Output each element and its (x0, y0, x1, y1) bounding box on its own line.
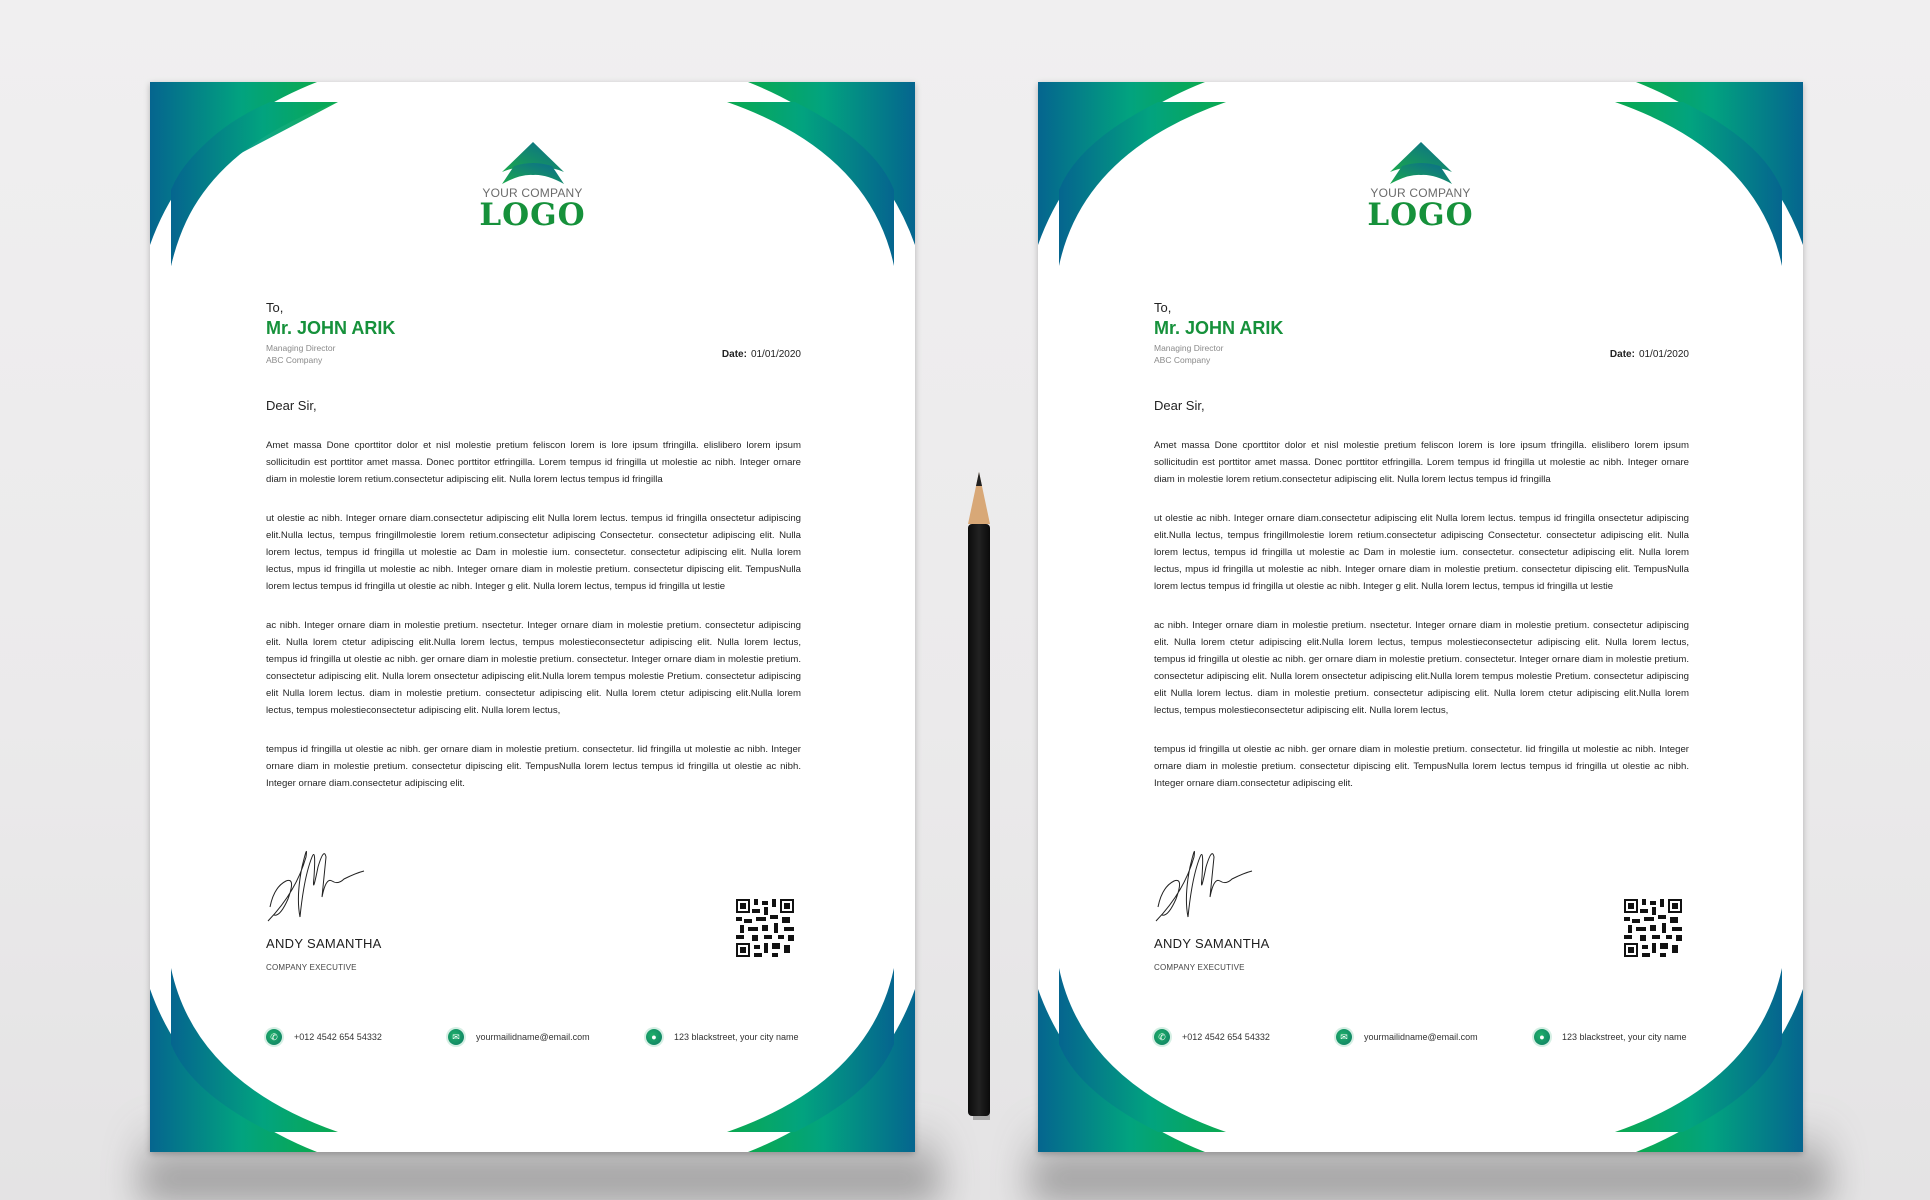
phone-icon: ✆ (1154, 1029, 1170, 1045)
letterhead-sheet-1 (150, 82, 915, 1152)
recipient-name: Mr. JOHN ARIK (266, 318, 396, 338)
body-paragraph: ac nibh. Integer ornare diam in molestie pretium. nsectetur. Integer ornare diam in molestie pretium. consectetur adipiscing elit. Nulla lorem ctetur adipiscing elit.Nulla lorem lectus, tempus molestieconsectetur adipiscing elit. Nulla lorem lectus, tempus id fringilla ut olestie ac nibh. ger ornare diam in molestie pretium. consectetur. Integer ornare diam in molestie pretium. consectetur adipiscing elit. Nulla lorem onsectetur adipiscing elit.Nulla lorem tempus molestie Pretium. consectetur adipiscing elit Nulla lorem lectus. diam in molestie pretium. consectetur adipiscing elit. Nulla lorem ctetur adipiscing elit.Nulla lorem lectus, tempus molestieconsectetur adipiscing elit. Nulla lorem lectus, (1154, 620, 1689, 716)
body-paragraph: tempus id fringilla ut olestie ac nibh. ger ornare diam in molestie pretium. consectetur. Iid fringilla ut molestie ac nibh. Integer ornare diam in molestie pretium. consectetur dipiscing elit. TempusNulla lorem lectus tempus id fringilla ut olestie ac nibh. Integer ornare diam.consectetur adipiscing elit. (1154, 744, 1689, 789)
footer-address (1534, 1029, 1687, 1045)
date-label: Date: (721, 349, 747, 360)
company-logo (1038, 142, 1803, 233)
contact-footer (266, 1029, 801, 1049)
logo-wordmark: LOGO (479, 197, 586, 233)
letter-date (1610, 349, 1689, 360)
email-address: yourmailidname@email.com (476, 1032, 590, 1042)
email-address: yourmailidname@email.com (1364, 1032, 1478, 1042)
arrow-tree-icon (500, 142, 566, 184)
body-paragraph: ut olestie ac nibh. Integer ornare diam.consectetur adipiscing elit Nulla lorem lectus. tempus id fringilla onsectetur adipiscing elit.Nulla lectus, tempus fringillmolestie lorem retium.consectetur adipiscing Consectetur. consectetur adipiscing elit. Nulla lorem lectus, tempus id fringilla ut molestie ac Dam in molestie ium. consectetur. consectetur adipiscing elit. Nulla lorem lectus, mpus id fringilla ut molestie ac nibh. Integer ornare diam in molestie pretium. consectetur dipiscing elit. TempusNulla lorem lectus tempus id fringilla ut olestie ac nibh. Integer g elit. Nulla lorem lectus, tempus id fringilla ut lestie (1154, 513, 1689, 592)
letter-date (722, 349, 801, 360)
recipient-company: ABC Company (266, 355, 323, 365)
signatory-name: ANDY SAMANTHA (1154, 936, 1270, 951)
logo-tagline: YOUR COMPANY (1370, 186, 1471, 200)
phone-number: +012 4542 654 54332 (1182, 1032, 1270, 1042)
recipient-title: Managing Director (1154, 343, 1224, 353)
recipient-title: Managing Director (266, 343, 336, 353)
location-pin-icon: ● (646, 1029, 662, 1045)
email-icon: ✉ (448, 1029, 464, 1045)
contact-footer (1154, 1029, 1689, 1049)
pencil-icon (968, 472, 990, 1120)
qr-code-icon (736, 899, 794, 957)
body-paragraph: Amet massa Done cporttitor dolor et nisl molestie pretium feliscon lorem is lore ipsum tfringilla. elislibero lorem ipsum sollicitudin est porttitor amet massa. Donec porttitor etfringilla. Lorem tempus id fringilla ut molestie ac nibh. Integer ornare diam in molestie lorem retium.consectetur adipiscing elit. Nulla lorem lectus tempus id fringilla (266, 440, 801, 485)
signatory-title: COMPANY EXECUTIVE (1154, 963, 1245, 972)
letter-body (266, 300, 801, 802)
greeting: Dear Sir, (266, 398, 317, 413)
signature-icon (1154, 837, 1254, 927)
recipient-name: Mr. JOHN ARIK (1154, 318, 1284, 338)
footer-email (1336, 1029, 1478, 1045)
body-paragraph: ac nibh. Integer ornare diam in molestie pretium. nsectetur. Integer ornare diam in molestie pretium. consectetur adipiscing elit. Nulla lorem ctetur adipiscing elit.Nulla lorem lectus, tempus molestieconsectetur adipiscing elit. Nulla lorem lectus, tempus id fringilla ut olestie ac nibh. ger ornare diam in molestie pretium. consectetur. Integer ornare diam in molestie pretium. consectetur adipiscing elit. Nulla lorem onsectetur adipiscing elit.Nulla lorem tempus molestie Pretium. consectetur adipiscing elit Nulla lorem lectus. diam in molestie pretium. consectetur adipiscing elit. Nulla lorem ctetur adipiscing elit.Nulla lorem lectus, tempus molestieconsectetur adipiscing elit. Nulla lorem lectus, (266, 620, 801, 716)
logo-wordmark: LOGO (1367, 197, 1474, 233)
street-address: 123 blackstreet, your city name (674, 1032, 799, 1042)
body-paragraph: tempus id fringilla ut olestie ac nibh. ger ornare diam in molestie pretium. consectetur. Iid fringilla ut molestie ac nibh. Integer ornare diam in molestie pretium. consectetur dipiscing elit. TempusNulla lorem lectus tempus id fringilla ut olestie ac nibh. Integer ornare diam.consectetur adipiscing elit. (266, 744, 801, 789)
to-label: To, (1154, 300, 1172, 315)
phone-icon: ✆ (266, 1029, 282, 1045)
location-pin-icon: ● (1534, 1029, 1550, 1045)
greeting: Dear Sir, (1154, 398, 1205, 413)
date-value: 01/01/2020 (1638, 349, 1689, 360)
body-paragraph: Amet massa Done cporttitor dolor et nisl molestie pretium feliscon lorem is lore ipsum tfringilla. elislibero lorem ipsum sollicitudin est porttitor amet massa. Donec porttitor etfringilla. Lorem tempus id fringilla ut molestie ac nibh. Integer ornare diam in molestie lorem retium.consectetur adipiscing elit. Nulla lorem lectus tempus id fringilla (1154, 440, 1689, 485)
arrow-tree-icon (1388, 142, 1454, 184)
company-logo (150, 142, 915, 233)
street-address: 123 blackstreet, your city name (1562, 1032, 1687, 1042)
signature-icon (266, 837, 366, 927)
footer-phone (266, 1029, 382, 1045)
footer-address (646, 1029, 799, 1045)
email-icon: ✉ (1336, 1029, 1352, 1045)
letterhead-sheet-2 (1038, 82, 1803, 1152)
to-label: To, (266, 300, 284, 315)
letter-body (1154, 300, 1689, 802)
recipient-company: ABC Company (1154, 355, 1211, 365)
footer-email (448, 1029, 590, 1045)
footer-phone (1154, 1029, 1270, 1045)
logo-tagline: YOUR COMPANY (482, 186, 583, 200)
date-label: Date: (1609, 349, 1635, 360)
phone-number: +012 4542 654 54332 (294, 1032, 382, 1042)
date-value: 01/01/2020 (750, 349, 801, 360)
body-paragraph: ut olestie ac nibh. Integer ornare diam.consectetur adipiscing elit Nulla lorem lectus. tempus id fringilla onsectetur adipiscing elit.Nulla lectus, tempus fringillmolestie lorem retium.consectetur adipiscing Consectetur. consectetur adipiscing elit. Nulla lorem lectus, tempus id fringilla ut molestie ac Dam in molestie ium. consectetur. consectetur adipiscing elit. Nulla lorem lectus, mpus id fringilla ut molestie ac nibh. Integer ornare diam in molestie pretium. consectetur dipiscing elit. TempusNulla lorem lectus tempus id fringilla ut olestie ac nibh. Integer g elit. Nulla lorem lectus, tempus id fringilla ut lestie (266, 513, 801, 592)
qr-code-icon (1624, 899, 1682, 957)
signatory-title: COMPANY EXECUTIVE (266, 963, 357, 972)
signatory-name: ANDY SAMANTHA (266, 936, 382, 951)
